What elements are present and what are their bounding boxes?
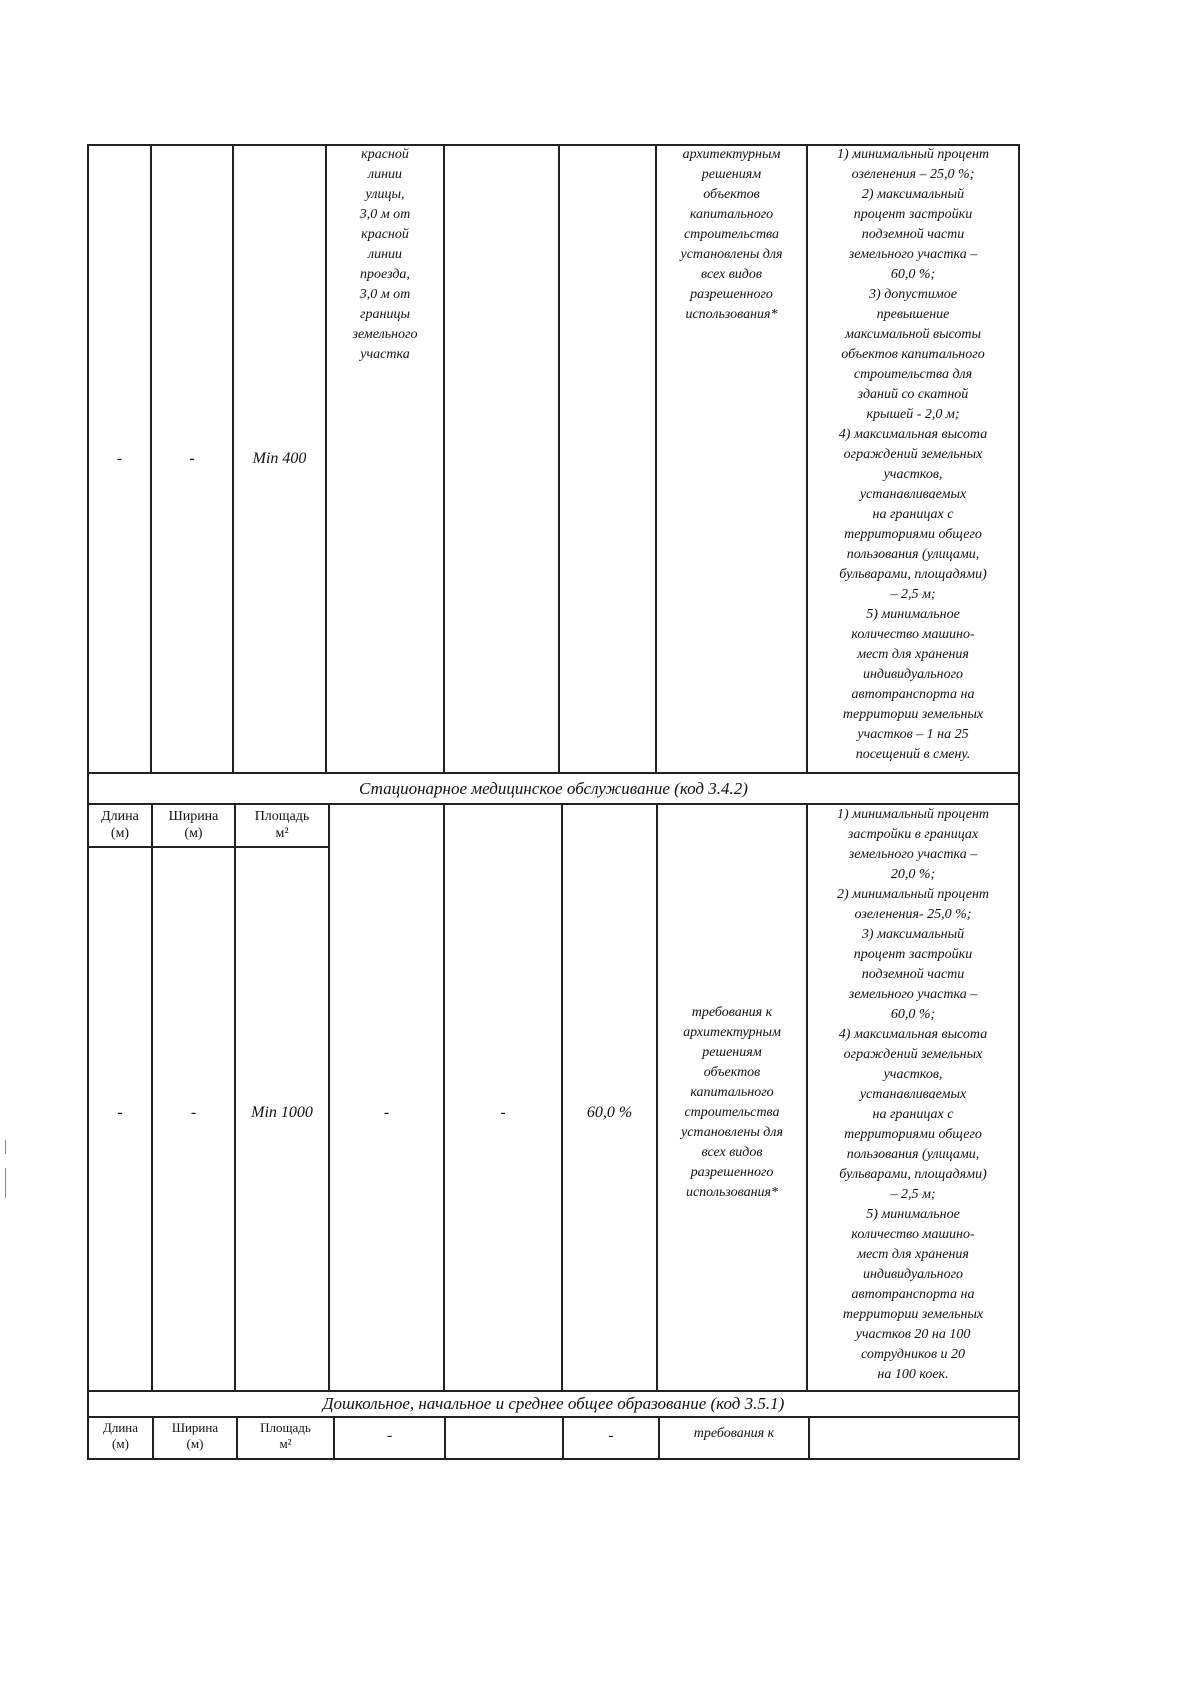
- s2-area-value: Min 1000: [251, 1104, 313, 1121]
- s1-parameters-list: 1) минимальный процент озеленения – 25,0 %; 2) максимальный процент застройки подземной части земельного участка – 60,0 %; 3) допустимое превышение максимальной высоты объектов капитального строительства для зданий со скатной крышей - 2,0 м; 4) максимальная высота ограждений земельных участков, устанавливаемых на границах с территориями общего пользования (улицами, бульварами, площадями) – 2,5 м; 5) минимальное количество машино- мест для хранения индивидуального автотранспорта на территории земельных участков – 1 на 25 посещений в смену.: [837, 147, 989, 762]
- s2-coverage-value: 60,0 %: [586, 1104, 633, 1121]
- s2-header-width: Ширина (м): [168, 809, 219, 841]
- s3-divider: [808, 1416, 810, 1460]
- s1-area-value: Min 400: [252, 450, 307, 467]
- s2-divider: [234, 803, 236, 1391]
- s1-width-value: -: [189, 450, 195, 467]
- s3-architecture-requirements: требования к: [693, 1426, 775, 1441]
- s3-divider: [444, 1416, 446, 1460]
- s2-length-value: -: [117, 1104, 123, 1121]
- s2-setback-value: -: [383, 1104, 390, 1121]
- s1-setback-text: красной линии улицы, 3,0 м от красной линии проезда, 3,0 м от границы земельного участка: [352, 147, 418, 362]
- s1-divider: [558, 144, 560, 773]
- s2-header-length: Длина (м): [101, 809, 139, 841]
- section-title-education: Дошкольное, начальное и среднее общее образование (код 3.5.1): [322, 1394, 785, 1413]
- s2-divider: [443, 803, 445, 1391]
- s1-length-value: -: [116, 450, 123, 467]
- s2-width-value: -: [190, 1104, 197, 1121]
- s2-architecture-requirements: требования к архитектурным решениям объектов капитального строительства установлены для всех видов разрешенного использования*: [680, 1005, 784, 1200]
- s2-header-underline: [87, 846, 330, 848]
- s2-header-area: Площадь м²: [254, 809, 310, 841]
- margin-mark: [5, 1168, 6, 1198]
- section-title-medical: Стационарное медицинское обслуживание (код 3.4.2): [359, 778, 748, 798]
- s2-divider: [561, 803, 563, 1391]
- s3-header-area: Площадь м²: [260, 1420, 311, 1451]
- s2-floors-value: -: [500, 1104, 506, 1121]
- margin-mark: [5, 1140, 6, 1154]
- table-bottom-border: [87, 1458, 1020, 1460]
- s2-divider: [151, 803, 153, 1391]
- s3-coverage-value: -: [608, 1427, 614, 1444]
- banner2-bottom: [87, 1416, 1020, 1418]
- s1-divider: [443, 144, 445, 773]
- s3-setback-value: -: [386, 1427, 393, 1444]
- s2-divider: [328, 803, 330, 1391]
- table-right-border: [1018, 144, 1020, 1460]
- s2-parameters-list: 1) минимальный процент застройки в границах земельного участка – 20,0 %; 2) минимальный процент озеленения- 25,0 %; 3) максимальный процент застройки подземной части земельного участка – 60,0 %; 4) максимальная высота ограждений земельных участков, устанавливаемых на границах с территориями общего пользования (улицами, бульварами, площадями) – 2,5 м; 5) минимальное количество машино- мест для хранения индивидуального автотранспорта на территории земельных участков 20 на 100 сотрудников и 20 на 100 коек.: [837, 807, 989, 1382]
- s3-header-length: Длина (м): [102, 1420, 139, 1451]
- s1-architecture-requirements: архитектурным решениям объектов капитального строительства установлены для всех видов разрешенного использования*: [680, 147, 783, 322]
- s3-header-width: Ширина (м): [171, 1420, 219, 1451]
